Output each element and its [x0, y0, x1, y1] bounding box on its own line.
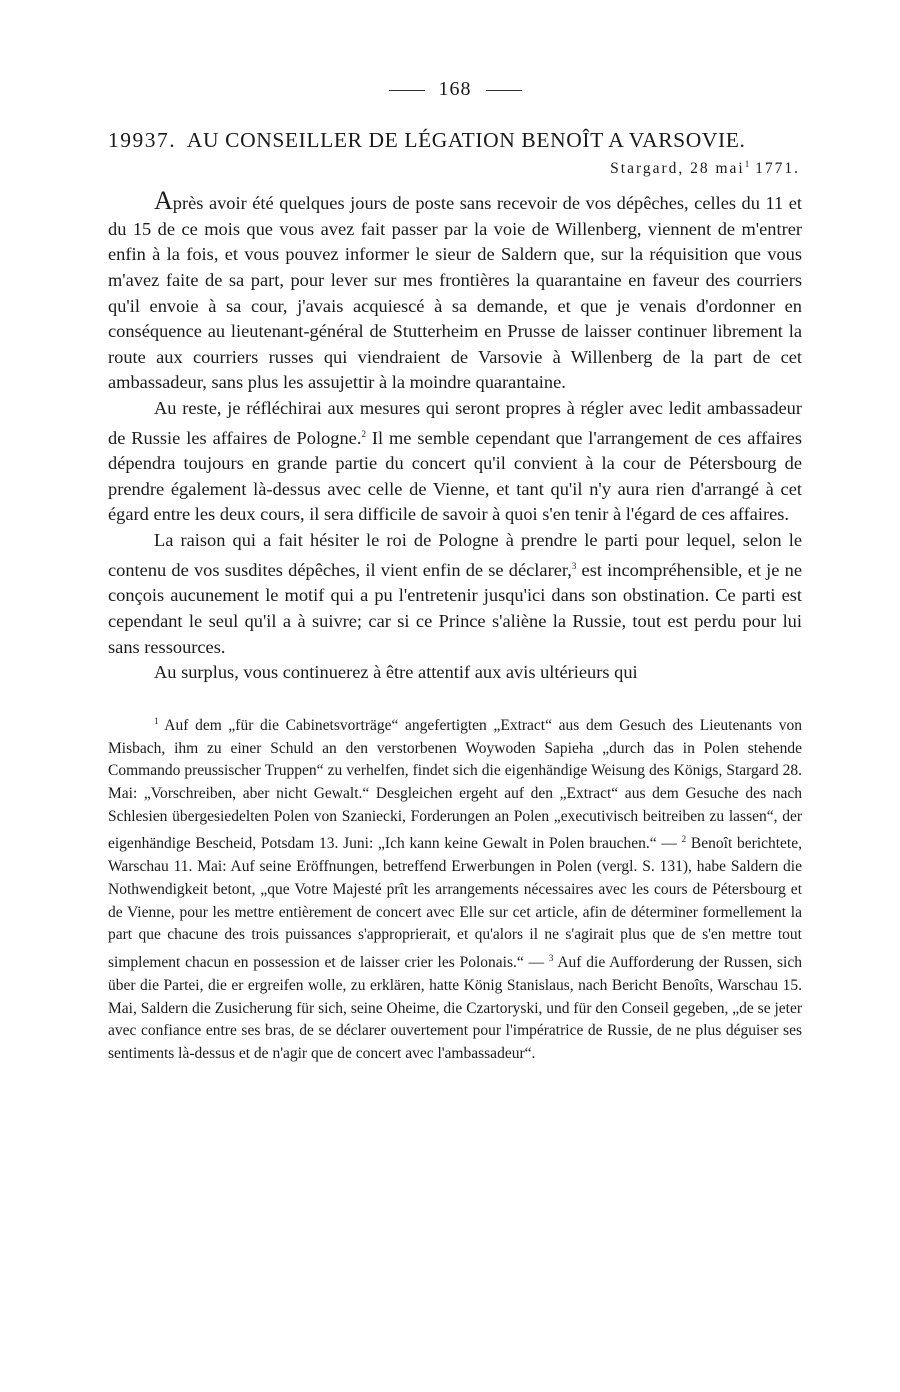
footnote-3-mark: 3 — [548, 953, 554, 964]
footnote-1-mark: 1 — [154, 715, 159, 726]
footnote-marker-1: 1 — [744, 159, 750, 169]
letter-dateline — [108, 159, 800, 178]
footnote-1: Auf dem „für die Cabinetsvorträge“ angefertigten „Extract“ aus dem Gesuch des Lieutenants von Misbach, ihm zu einer Schuld an den verstorbenen Woywoden Sapieha „durch das in Polen stehende Commando preussischer Truppen“ zu verhelfen, findet sich die eigenhändige Weisung des Königs, Stargard 28. Mai: „Vorschreiben, aber nicht Gewalt.“ Desgleichen ergeht auf den „Extract“ aus dem Gesuche des nach Schlesien übergesiedelten Polen von Szaniecki, Forderungen an Polen „executivisch beitreiben zu lassen“, der eigenhändige Bescheid, Potsdam 13. Juni: „Ich kann keine Gewalt in Polen brauchen.“ — — [108, 716, 802, 853]
footnote-marker-3: 3 — [571, 560, 577, 571]
paragraph-3-text-b: est incompréhensible, et je ne conçois aucunement le motif qui a pu l'entretenir jusqu'ici dans son obstination. Ce parti est cependant le seul qu'il a à suivre; car si ce Prince s'aliène la Russie, tout est perdu pour lui sans ressources. — [108, 559, 802, 657]
letter-heading — [108, 128, 802, 153]
place-date: Stargard, 28 mai — [610, 160, 745, 178]
paragraph-2 — [108, 396, 802, 528]
footnote-3: Auf die Aufforderung der Russen, sich über die Partei, die er ergreifen wolle, zu erklären, hatte König Stanislaus, nach Bericht Benoîts, Warschau 15. Mai, Saldern die Zusicherung für sich, seine Oheime, die Czartoryski, und für den Conseil gegeben, „de se jeter avec confiance entre ses bras, de se déclarer ouvertement pour l'impératrice de Russie, de ne plus déguiser ses sentiments là-dessus et de n'agir que de concert avec l'ambassadeur“. — [108, 954, 802, 1062]
page-header — [108, 78, 802, 112]
paragraph-4 — [108, 660, 802, 686]
footnote-2: Benoît berichtete, Warschau 11. Mai: Auf seine Eröffnungen, betreffend Erwerbungen in Polen (vergl. S. 131), habe Saldern die Nothwendigkeit betont, „que Votre Majesté prît les arrangements nécessaires avec les cours de Pétersbourg et de Vienne, pour les mettre entièrement de concert avec Elle sur cet article, afin de déterminer formellement la part que chacune des trois puissances s'approprierait, et qu'alors il ne s'agirait plus que de s'en mettre tout simplement chacun en possession et de laisser crier les Polonais.“ — — [108, 835, 802, 972]
page-number: 168 — [438, 78, 472, 100]
paragraph-1-text: près avoir été quelques jours de poste sans recevoir de vos dépêches, celles du 11 et du 15 de ce mois que vous avez fait passer par la voie de Willenberg, viennent de m'entrer enfin à la fois, et vous pouvez informer le sieur de Saldern que, sur la réquisition que vous m'avez faite de sa part, pour lever sur mes frontières la quarantaine en faveur des courriers qu'il envoie à sa cour, j'avais acquiescé à sa demande, et que je venais d'ordonner en conséquence au lieutenant-général de Stutterheim en Prusse de laisser continuer librement la route aux courriers russes qui viendraient de Varsovie à Willenberg de la part de cet ambassadeur, sans plus les assujettir à la moindre quarantaine. — [108, 193, 802, 393]
paragraph-4-text: Au surplus, vous continuerez à être attentif aux avis ultérieurs qui — [154, 662, 638, 683]
footnotes-block — [108, 710, 802, 1066]
paragraph-1 — [108, 188, 802, 396]
paragraph-3 — [108, 528, 802, 660]
footnotes — [108, 710, 802, 1066]
paragraph-3-text-a: La raison qui a fait hésiter le roi de Pologne à prendre le parti pour lequel, selon le contenu de vos susdites dépêches, il vient enfin de se déclarer, — [108, 530, 802, 580]
letter-body — [108, 188, 802, 686]
footnote-marker-2: 2 — [361, 428, 366, 439]
paragraph-2-text-b: Il me semble cependant que l'arrangement de ces affaires dépendra toujours en grande partie du concert qu'il convient à la cour de Pétersbourg de prendre également là-dessus avec celle de Vienne, et tant qu'il n'y aura rien d'arrangé à cet égard entre les deux cours, il sera difficile de savoir à quoi s'en tenir à l'égard de ces affaires. — [108, 427, 802, 525]
right-dash — [486, 90, 522, 91]
letter-title: AU CONSEILLER DE LÉGATION BENOÎT A VARSOVIE. — [186, 128, 746, 152]
left-dash — [389, 90, 425, 91]
initial-letter: A — [154, 186, 173, 216]
footnote-2-mark: 2 — [681, 834, 687, 845]
paragraph-2-text-a: Au reste, je réfléchirai aux mesures qui seront propres à régler avec ledit ambassadeur de Russie les affaires de Pologne. — [108, 397, 802, 448]
year: 1771. — [749, 160, 800, 178]
letter-number: 19937. — [108, 128, 177, 152]
